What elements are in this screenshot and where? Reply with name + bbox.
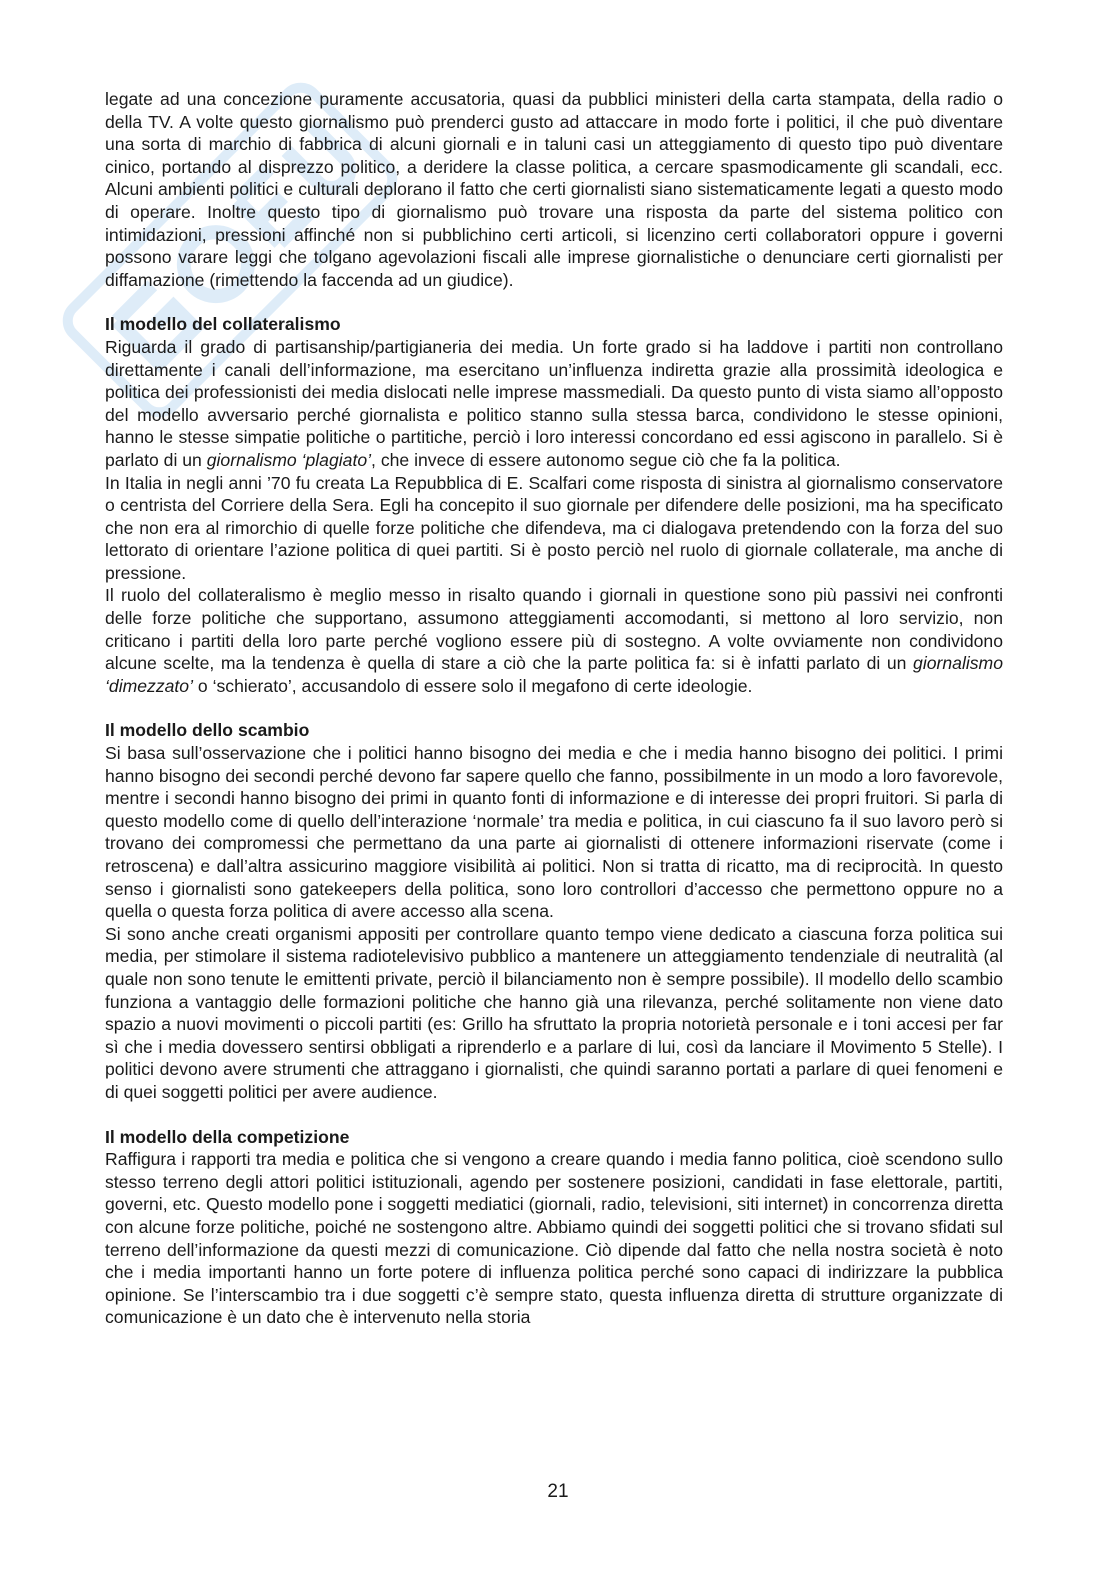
paragraph: In Italia in negli anni ’70 fu creata La Repubblica di E. Scalfari come risposta di sinistra al giornalismo conservatore o centrista del Corriere della Sera. Egli ha concepito il suo giornale per difendere delle posizioni, ma ha specificato che non era al rimorchio di quelle forze politiche che difendeva, ma ci dialogava pretendendo con la forza del suo lettorato di orientare l’azione politica di quei partiti. Si è posto perciò nel ruolo di giornale collaterale, ma anche di pressione. xyxy=(105,472,1003,583)
paragraph: Raffigura i rapporti tra media e politica che si vengono a creare quando i media fanno politica, cioè scendono sullo stesso terreno degli attori politici istituzionali, agendo per sostenere posizioni, candidati in fase elettorale, partiti, governi, etc. Questo modello pone i soggetti mediatici (giornali, radio, televisioni, siti internet) in concorrenza diretta con alcune forze politiche, poiché ne sostengono altre. Abbiamo quindi dei soggetti politici che si trovano sfidati sul terreno dell’informazione da questi mezzi di comunicazione. Ciò dipende dal fatto che nella nostra società è noto che i media importanti hanno un forte potere di influenza politica perché sono capaci di indirizzare la pubblica opinione. Se l’interscambio tra i due soggetti c’è sempre stato, questa influenza diretta di strutture organizzate di comunicazione è un dato che è intervenuto nella storia xyxy=(105,1149,1003,1328)
paragraph: Il ruolo del collateralismo è meglio messo in risalto quando i giornali in questione sono più passivi nei confronti delle forze politiche che supportano, assumono atteggiamenti accomodanti, si mettono al loro servizio, non criticano i partiti della loro parte perché vogliono essere più di sostegno. A volte ovviamente non condividono alcune scelte, ma la tendenza è quella di stare a ciò che la parte politica fa: si è infatti parlato di un giornalismo ‘dimezzato’ o ‘schierato’, accusandolo di essere solo il megafono di certe ideologie. xyxy=(105,585,1003,696)
document-body xyxy=(105,88,1003,1329)
paragraph: Riguarda il grado di partisanship/partigianeria dei media. Un forte grado si ha laddove i partiti non controllano direttamente i canali dell’informazione, ma esercitano un’influenza indiretta grazie alla prossimità ideologica e politica dei professionisti dei media dislocati nelle imprese massmediali. Da questo punto di vista siamo all’opposto del modello avversario perché giornalista e politico stanno sulla stessa barca, condividono le stesse opinioni, hanno le stesse simpatie politiche o partitiche, perciò i loro interessi concordano ed essi agiscono in parallelo. Si è parlato di un giornalismo ‘plagiato’, che invece di essere autonomo segue ciò che fa la politica. xyxy=(105,336,1003,470)
section-heading: Il modello del collateralismo xyxy=(105,314,341,335)
section-heading: Il modello dello scambio xyxy=(105,720,310,741)
section-competizione xyxy=(105,1126,1003,1329)
section-scambio xyxy=(105,719,1003,1103)
section-heading: Il modello della competizione xyxy=(105,1126,350,1147)
paragraph: Si sono anche creati organismi appositi per controllare quanto tempo viene dedicato a ciascuna forza politica sui media, per stimolare il sistema radiotelevisivo pubblico a mantenere un atteggiamento tendenziale di neutralità (al quale non sono tenute le emittenti private, perciò il bilanciamento non è sempre possibile). Il modello dello scambio funziona a vantaggio delle formazioni politiche che hanno già una rilevanza, perché solitamente non viene dato spazio a nuovi movimenti o piccoli partiti (es: Grillo ha sfruttato la propria notorietà personale e i toni accesi per far sì che i media dovessero sentirsi obbligati a riprenderlo e a parlare di lui, così da lanciare il Movimento 5 Stelle). I politici devono avere strumenti che attraggano i giornalisti, che quindi saranno portati a parlare di quei fenomeni e di quei soggetti politici per avere audience. xyxy=(105,923,1003,1102)
section-collateralismo xyxy=(105,313,1003,697)
emphasis-term: giornalismo ‘plagiato’ xyxy=(206,449,372,470)
emphasis-term: giornalismo ‘dimezzato’ xyxy=(105,653,1003,696)
page-number: 21 xyxy=(547,1481,569,1502)
paragraph: Si basa sull’osservazione che i politici hanno bisogno dei media e che i media hanno bisogno dei politici. I primi hanno bisogno dei secondi perché devono far sapere quello che fanno, possibilmente in un modo a loro favorevole, mentre i secondi hanno bisogno dei primi in quanto fonti di informazione e di interesse dei propri fruitori. Si parla di questo modello come di quello dell’interazione ‘normale’ tra media e politica, in cui ciascuno fa il suo lavoro però si trovano dei compromessi che permettano da una parte ai giornalisti di ottenere informazioni riservate (come i retroscena) e dall’altra assicurino maggiore visibilità ai politici. Non si tratta di ricatto, ma di reciprocità. In questo senso i giornalisti sono gatekeepers della politica, sono loro controllori d’accesso che permettono oppure no a quella o questa forza politica di avere accesso alla scena. xyxy=(105,743,1003,922)
intro-paragraph: legate ad una concezione puramente accusatoria, quasi da pubblici ministeri della carta stampata, della radio o della TV. A volte questo giornalismo può prenderci gusto ad attaccare in modo forte i politici, il che può diventare una sorta di marchio di fabbrica di alcuni giornali e in taluni casi un atteggiamento di questo tipo può diventare cinico, portando al disprezzo politico, a deridere la classe politica, a cercare spasmodicamente gli scandali, ecc. Alcuni ambienti politici e culturali deplorano il fatto che certi giornalisti siano sistematicamente legati a questo modo di operare. Inoltre questo tipo di giornalismo può trovare una risposta da parte del sistema politico con intimidazioni, pressioni affinché non si pubblichino certi articoli, si licenzino certi collaboratori oppure i governi possono varare leggi che tolgano agevolazioni fiscali alle imprese giornalistiche o denunciare certi giornalisti per diffamazione (rimettendo la faccenda ad un giudice). xyxy=(105,89,1003,290)
